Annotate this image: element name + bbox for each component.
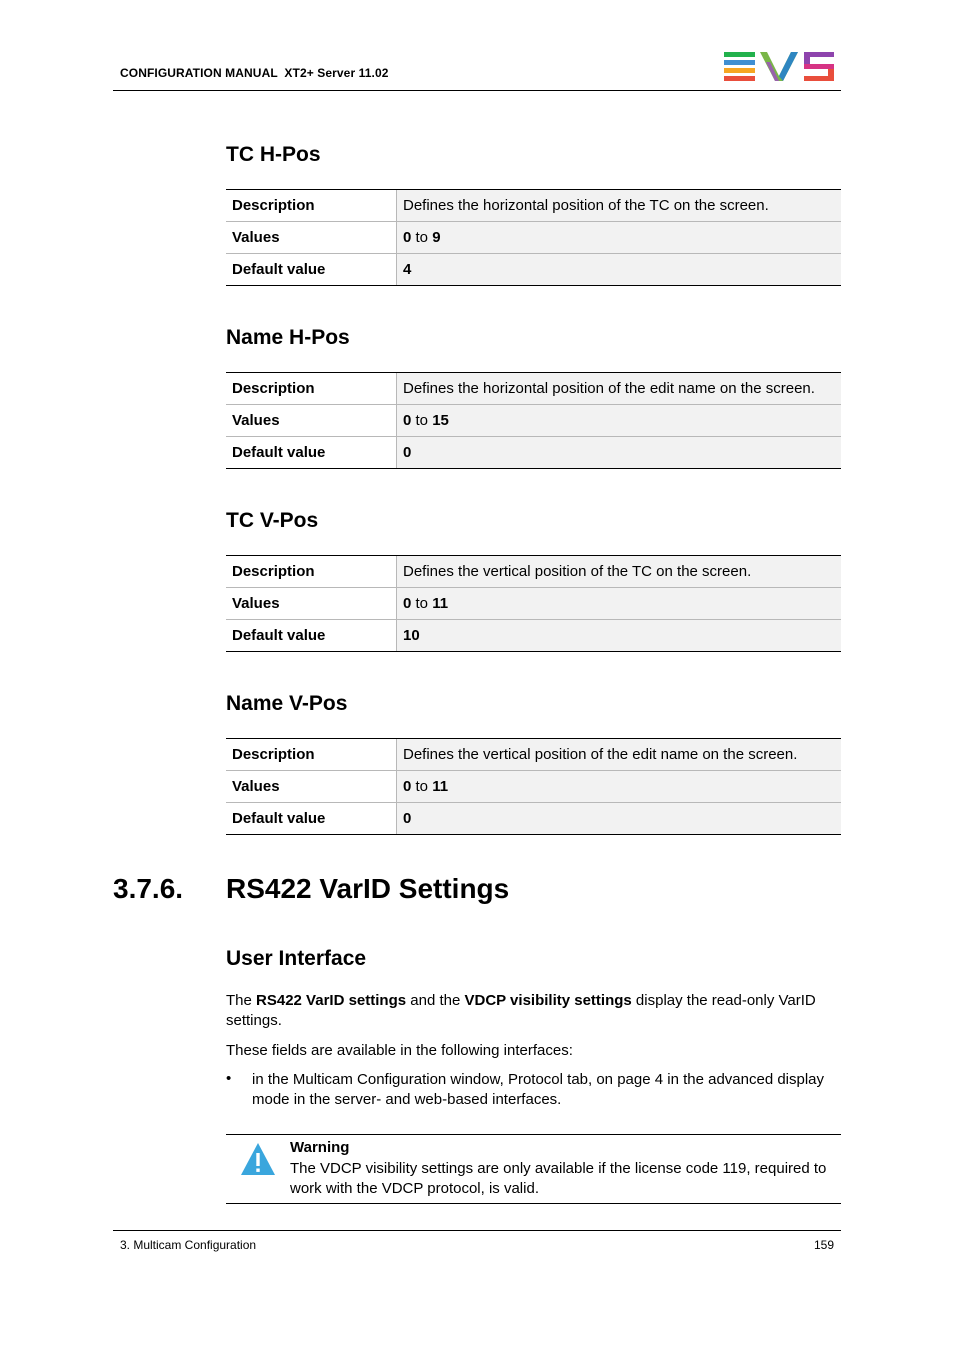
section-heading-tc-v-pos: TC V-Pos: [226, 509, 319, 532]
warning-text: The VDCP visibility settings are only available if the license code 119, required to work with the VDCP protocol, is valid.: [290, 1160, 827, 1197]
table-row: [226, 803, 841, 835]
chapter-number: 3.7.6.: [113, 873, 184, 904]
chapter-title: RS422 VarID Settings: [226, 873, 510, 904]
description-value: Defines the vertical position of the TC on the screen.: [397, 556, 842, 588]
user-interface-heading: User Interface: [226, 947, 367, 970]
description-label: Description: [226, 373, 397, 405]
values-range: 0 to 15: [397, 405, 842, 437]
default-value: 0: [397, 437, 842, 469]
table-row: [226, 373, 841, 405]
name-h-pos-table: [226, 372, 841, 469]
values-label: Values: [226, 588, 397, 620]
table-row: [226, 771, 841, 803]
description-value: Defines the horizontal position of the TC on the screen.: [397, 190, 842, 222]
values-label: Values: [226, 771, 397, 803]
bullet-marker: •: [226, 1070, 232, 1087]
table-row: [226, 190, 841, 222]
description-label: Description: [226, 556, 397, 588]
table-row: [226, 620, 841, 652]
footer-divider: [113, 1230, 841, 1231]
section-heading-name-h-pos: Name H-Pos: [226, 326, 350, 349]
interfaces-paragraph: These fields are available in the following interfaces:: [226, 1042, 573, 1059]
warning-triangle-icon: [240, 1141, 276, 1177]
page-number: 159: [813, 1238, 834, 1252]
values-range: 0 to 11: [397, 588, 842, 620]
description-label: Description: [226, 739, 397, 771]
values-range: 0 to 11: [397, 771, 842, 803]
tc-v-pos-table: [226, 555, 841, 652]
description-label: Description: [226, 190, 397, 222]
default-value: 0: [397, 803, 842, 835]
warning-note: [226, 1134, 841, 1204]
values-range: 0 to 9: [397, 222, 842, 254]
default-label: Default value: [226, 437, 397, 469]
table-row: [226, 254, 841, 286]
table-row: [226, 222, 841, 254]
table-row: [226, 739, 841, 771]
section-heading-name-v-pos: Name V-Pos: [226, 692, 348, 715]
evs-logo: [724, 52, 836, 82]
table-row: [226, 588, 841, 620]
tc-h-pos-table: [226, 189, 841, 286]
document-header-title: CONFIGURATION MANUAL XT2+ Server 11.02: [120, 66, 389, 80]
description-value: Defines the vertical position of the edit name on the screen.: [397, 739, 842, 771]
default-value: 10: [397, 620, 842, 652]
header-divider: [113, 90, 841, 91]
warning-title: Warning: [290, 1139, 350, 1156]
table-row: [226, 405, 841, 437]
description-value: Defines the horizontal position of the edit name on the screen.: [397, 373, 842, 405]
default-label: Default value: [226, 620, 397, 652]
values-label: Values: [226, 222, 397, 254]
footer-chapter: 3. Multicam Configuration: [120, 1238, 257, 1252]
default-label: Default value: [226, 254, 397, 286]
intro-paragraph: The RS422 VarID settings and the VDCP visibility settings display the read-only VarID settings.: [226, 992, 816, 1029]
name-v-pos-table: [226, 738, 841, 835]
default-label: Default value: [226, 803, 397, 835]
default-value: 4: [397, 254, 842, 286]
list-item: in the Multicam Configuration window, Protocol tab, on page 4 in the advanced display mode in the server- and web-based interfaces.: [252, 1071, 825, 1108]
values-label: Values: [226, 405, 397, 437]
section-heading-tc-h-pos: TC H-Pos: [226, 143, 321, 166]
table-row: [226, 556, 841, 588]
table-row: [226, 437, 841, 469]
